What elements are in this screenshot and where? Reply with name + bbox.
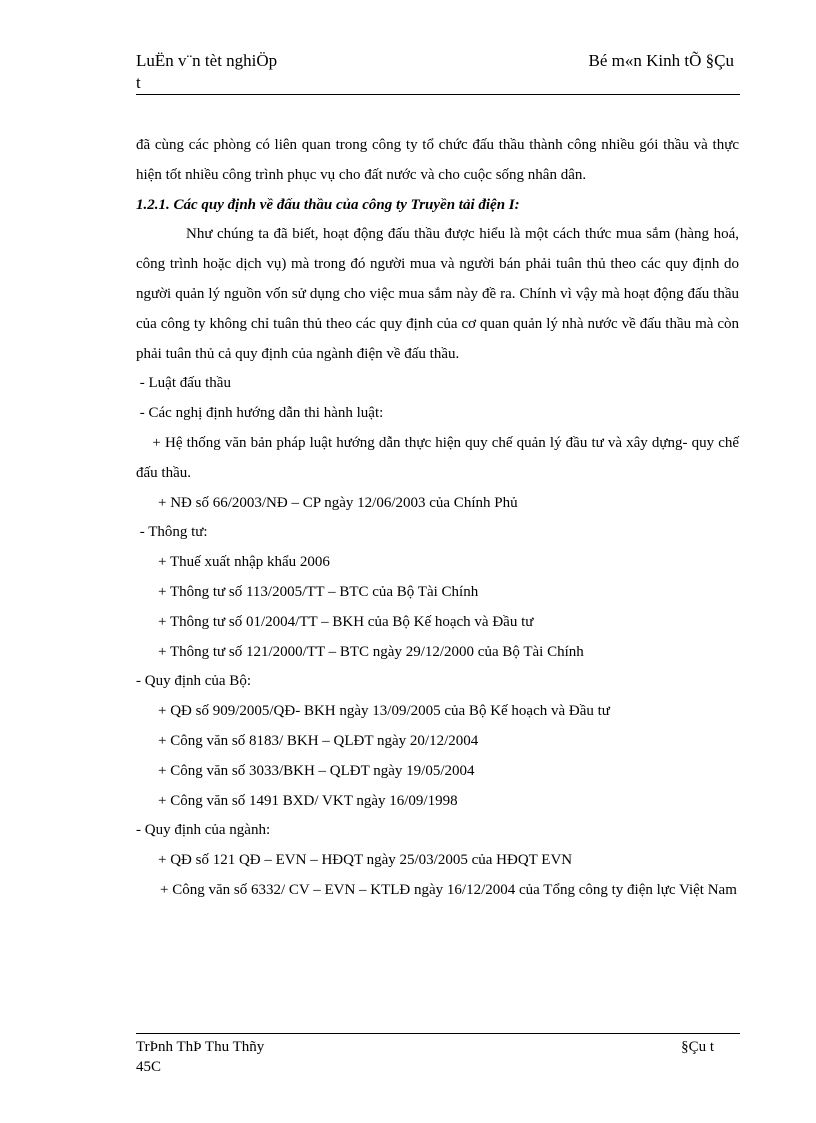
list-item: + Công văn số 8183/ BKH – QLĐT ngày 20/12/2004 bbox=[158, 732, 479, 749]
list-item: + Công văn số 1491 BXD/ VKT ngày 16/09/1998 bbox=[158, 792, 458, 809]
main-paragraph: Như chúng ta đã biết, hoạt động đấu thầu được hiểu là một cách thức mua sắm (hàng hoá, công trình hoặc dịch vụ) mà trong đó người mua và người bán phải tuân thủ theo các quy định do người quản lý nguồn vốn sử dụng cho việc mua sắm này đề ra. Chính vì vậy mà hoạt động đấu thầu của công ty không chỉ tuân thủ theo các quy định của cơ quan quản lý nhà nước về đấu thầu mà còn phải tuân thủ cả quy định của ngành điện về đấu thầu. bbox=[136, 226, 739, 362]
list-item: + Thông tư số 01/2004/TT – BKH của Bộ Kế hoạch và Đầu tư bbox=[158, 613, 534, 630]
list-item: - Quy định của Bộ: bbox=[136, 673, 251, 690]
list-item: + Công văn số 3033/BKH – QLĐT ngày 19/05/2004 bbox=[158, 762, 475, 779]
page-header bbox=[136, 48, 740, 95]
list-item: + Công văn số 6332/ CV – EVN – KTLĐ ngày 16/12/2004 của Tổng công ty điện lực Việt Nam bbox=[160, 881, 737, 898]
list-item: - Thông tư: bbox=[136, 524, 208, 541]
footer-author-name: TrÞnh ThÞ Thu Thñy bbox=[136, 1039, 265, 1055]
list-item: - Quy định của ngành: bbox=[136, 822, 271, 839]
section-heading: 1.2.1. Các quy định về đấu thầu của công ty Truyền tải điện I: bbox=[136, 196, 520, 213]
header-thesis-title: LuËn v¨n tèt nghiÖp bbox=[136, 51, 278, 70]
page-footer bbox=[136, 1033, 740, 1075]
list-item: + Thông tư số 121/2000/TT – BTC ngày 29/12/2000 của Bộ Tài Chính bbox=[158, 643, 584, 660]
header-thesis-title-cont: t bbox=[136, 73, 141, 92]
intro-paragraph: đã cùng các phòng có liên quan trong công ty tổ chức đấu thầu thành công nhiều gói thầu và thực hiện tốt nhiều công trình phục vụ cho đất nước và cho cuộc sống nhân dân. bbox=[136, 137, 739, 183]
header-department: Bé m«n Kinh tÕ §Çu bbox=[588, 51, 734, 70]
list-item: + Hệ thống văn bản pháp luật hướng dẫn thực hiện quy chế quản lý đầu tư và xây dựng- quy chế đấu thầu. bbox=[136, 434, 743, 481]
list-item: + QĐ số 909/2005/QĐ- BKH ngày 13/09/2005 của Bộ Kế hoạch và Đầu tư bbox=[158, 703, 610, 720]
list-item: + NĐ số 66/2003/NĐ – CP ngày 12/06/2003 của Chính Phủ bbox=[158, 494, 518, 511]
list-item: - Các nghị định hướng dẫn thi hành luật: bbox=[136, 405, 384, 422]
footer-author bbox=[136, 1037, 264, 1077]
list-item: + Thông tư số 113/2005/TT – BTC của Bộ Tài Chính bbox=[158, 583, 479, 600]
footer-subject: §Çu t bbox=[681, 1039, 714, 1055]
footer-author-class: 45C bbox=[136, 1059, 162, 1075]
header-left bbox=[136, 50, 277, 94]
list-item: + Thuế xuất nhập khẩu 2006 bbox=[158, 554, 330, 571]
document-body bbox=[136, 131, 743, 906]
list-item: - Luật đấu thầu bbox=[136, 375, 231, 392]
list-item: + QĐ số 121 QĐ – EVN – HĐQT ngày 25/03/2005 của HĐQT EVN bbox=[158, 852, 573, 869]
